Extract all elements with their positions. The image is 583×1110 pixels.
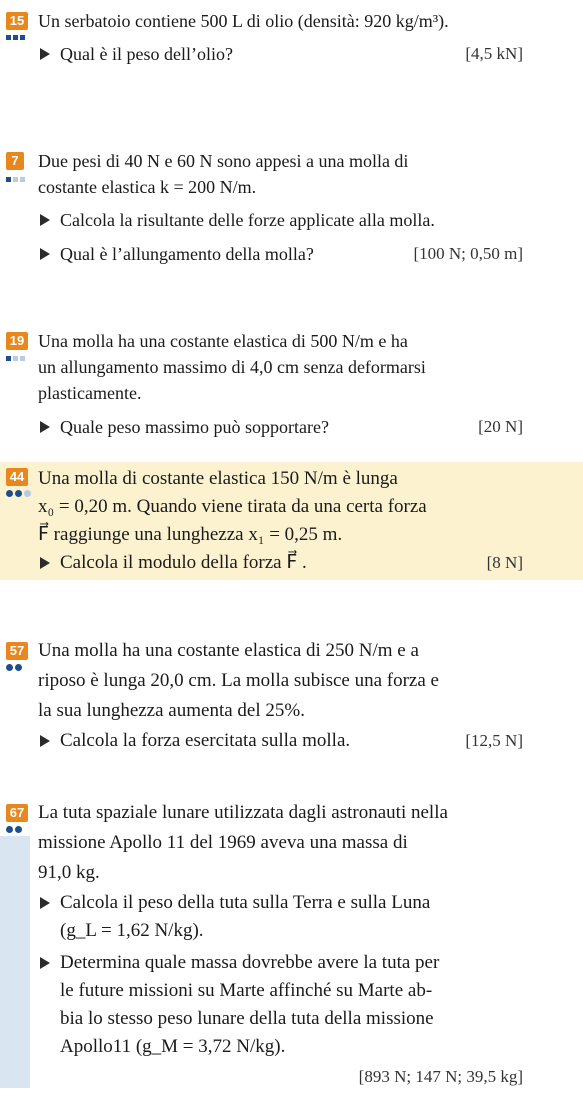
bullet-arrow-icon	[40, 897, 50, 909]
bullet-arrow-icon	[40, 248, 50, 260]
exercise-67	[0, 796, 583, 1096]
answer: [12,5 N]	[465, 731, 523, 750]
exercise-text: Un serbatoio contiene 500 L di olio (densità: 920 kg/m³).	[38, 11, 449, 31]
exercise-19	[0, 322, 583, 452]
bullet-arrow-icon	[40, 48, 50, 60]
difficulty-dots	[6, 664, 36, 672]
answer: [100 N; 0,50 m]	[413, 244, 523, 263]
bullet-arrow-icon	[40, 214, 50, 226]
difficulty-dots	[6, 34, 36, 42]
question-text-line: bia lo stesso peso lunare della tuta della missione	[60, 1008, 434, 1029]
question-text: Qual è l’allungamento della molla?	[60, 244, 314, 264]
difficulty-dots	[6, 490, 36, 498]
question-text: Calcola la risultante delle forze applicate alla molla.	[60, 210, 435, 230]
exercise-number-badge: 7	[6, 152, 24, 170]
exercise-text-line: missione Apollo 11 del 1969 aveva una massa di	[38, 832, 408, 853]
exercise-text-line: costante elastica k = 200 N/m.	[38, 177, 257, 197]
exercise-text-line: F⃗ raggiunge una lunghezza x₁ = 0,25 m.	[38, 524, 343, 545]
answer: [20 N]	[478, 417, 523, 436]
exercise-number-badge: 57	[6, 642, 28, 660]
bullet-arrow-icon	[40, 557, 50, 569]
exercise-text-line: Una molla ha una costante elastica di 500 N/m e ha	[38, 331, 408, 351]
question-text-line: le future missioni su Marte affinché su Marte ab-	[60, 980, 433, 1001]
exercise-text-line: Due pesi di 40 N e 60 N sono appesi a una molla di	[38, 151, 409, 171]
exercise-text-line: La tuta spaziale lunare utilizzata dagli astronauti nella	[38, 802, 448, 823]
exercise-text-line: la sua lunghezza aumenta del 25%.	[38, 700, 305, 721]
bullet-arrow-icon	[40, 957, 50, 969]
exercise-7	[0, 140, 583, 290]
exercise-number-badge: 44	[6, 468, 28, 486]
question-text: Qual è il peso dell’olio?	[60, 44, 233, 64]
question-text-line: Determina quale massa dovrebbe avere la tuta per	[60, 952, 440, 973]
exercise-number-badge: 67	[6, 804, 28, 822]
answer: [8 N]	[486, 553, 523, 572]
exercise-text-line: plasticamente.	[38, 383, 142, 403]
exercise-number-badge: 19	[6, 332, 28, 350]
question-text: Calcola la forza esercitata sulla molla.	[60, 730, 351, 751]
answer: [893 N; 147 N; 39,5 kg]	[358, 1067, 523, 1086]
question-text: Calcola il modulo della forza F⃗ .	[60, 552, 307, 573]
question-text-line: Apollo11 (g_M = 3,72 N/kg).	[60, 1036, 286, 1057]
exercise-text-line: Una molla di costante elastica 150 N/m è lunga	[38, 468, 398, 489]
exercise-15	[0, 0, 583, 100]
difficulty-dots	[6, 826, 36, 834]
exercise-text-line: 91,0 kg.	[38, 862, 100, 883]
difficulty-dots	[6, 176, 36, 184]
question-text-line: Calcola il peso della tuta sulla Terra e sulla Luna	[60, 892, 431, 913]
question-text: Quale peso massimo può sopportare?	[60, 417, 329, 437]
bullet-arrow-icon	[40, 735, 50, 747]
bullet-arrow-icon	[40, 421, 50, 433]
exercise-text-line: Una molla ha una costante elastica di 250 N/m e a	[38, 640, 419, 661]
answer: [4,5 kN]	[465, 44, 523, 63]
exercise-text-line: x₀ = 0,20 m. Quando viene tirata da una certa forza	[38, 496, 427, 517]
exercise-number-badge: 15	[6, 12, 28, 30]
exercise-44	[0, 462, 583, 580]
side-highlight-bar	[0, 836, 30, 1088]
exercise-text-line: riposo è lunga 20,0 cm. La molla subisce una forza e	[38, 670, 439, 691]
question-text-line: (g_L = 1,62 N/kg).	[60, 920, 204, 941]
exercise-text-line: un allungamento massimo di 4,0 cm senza deformarsi	[38, 357, 426, 377]
difficulty-dots	[6, 355, 36, 363]
exercise-57	[0, 634, 583, 772]
